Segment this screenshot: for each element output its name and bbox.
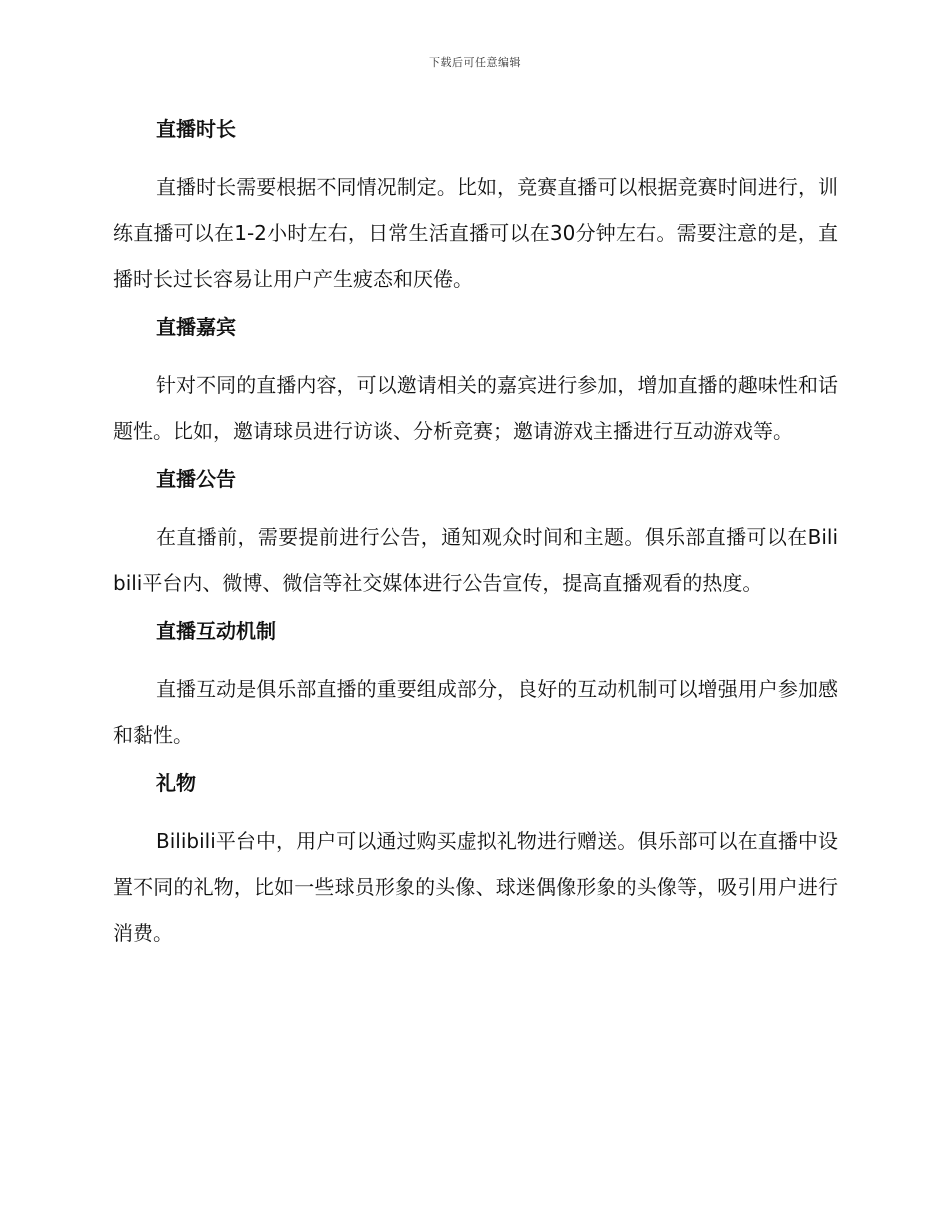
section-paragraph: Bilibili平台中，用户可以通过购买虚拟礼物进行赠送。俱乐部可以在直播中设置不同的礼物，比如一些球员形象的头像、球迷偶像形象的头像等，吸引用户进行消费。 (113, 829, 838, 945)
section-live-duration (113, 112, 838, 302)
section-title: 直播公告 (156, 467, 236, 491)
section-title: 直播互动机制 (156, 619, 276, 643)
section-paragraph: 直播互动是俱乐部直播的重要组成部分，良好的互动机制可以增强用户参加感和黏性。 (113, 677, 838, 747)
section-live-guests (113, 310, 838, 454)
section-gifts (113, 766, 838, 956)
page-header-note: 下载后可任意编辑 (429, 56, 521, 69)
section-title: 直播嘉宾 (156, 315, 236, 339)
section-live-announcement (113, 462, 838, 606)
section-live-interaction (113, 614, 838, 758)
section-paragraph: 直播时长需要根据不同情况制定。比如，竞赛直播可以根据竞赛时间进行，训练直播可以在1-2小时左右，日常生活直播可以在30分钟左右。需要注意的是，直播时长过长容易让用户产生疲态和厌倦。 (113, 175, 838, 291)
section-paragraph: 在直播前，需要提前进行公告，通知观众时间和主题。俱乐部直播可以在Bilibili平台内、微博、微信等社交媒体进行公告宣传，提高直播观看的热度。 (113, 525, 838, 595)
section-title: 直播时长 (156, 117, 236, 141)
section-paragraph: 针对不同的直播内容，可以邀请相关的嘉宾进行参加，增加直播的趣味性和话题性。比如，邀请球员进行访谈、分析竞赛；邀请游戏主播进行互动游戏等。 (113, 373, 838, 443)
section-title: 礼物 (156, 771, 196, 795)
document-body (113, 112, 838, 964)
